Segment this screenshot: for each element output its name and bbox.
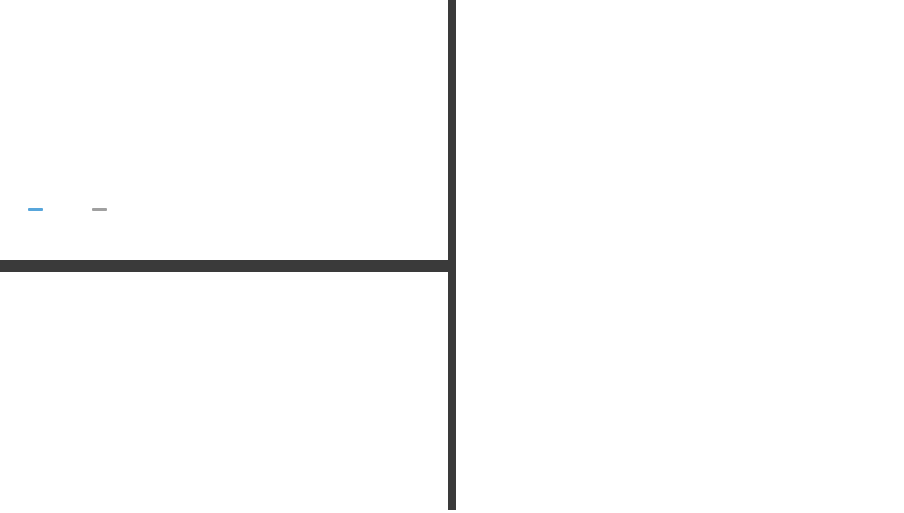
horizontal-divider xyxy=(0,260,456,272)
cumulative-performance-chart xyxy=(0,316,448,513)
india-weighting-chart xyxy=(0,28,448,228)
sector-weights-pie-chart xyxy=(456,0,904,513)
legend-item-msci-em xyxy=(28,208,50,211)
india-chart-legend xyxy=(28,208,114,211)
legend-item-msci-acwi xyxy=(92,208,114,211)
vertical-divider xyxy=(448,0,456,510)
line-swatch-icon xyxy=(92,208,107,211)
line-swatch-icon xyxy=(28,208,43,211)
